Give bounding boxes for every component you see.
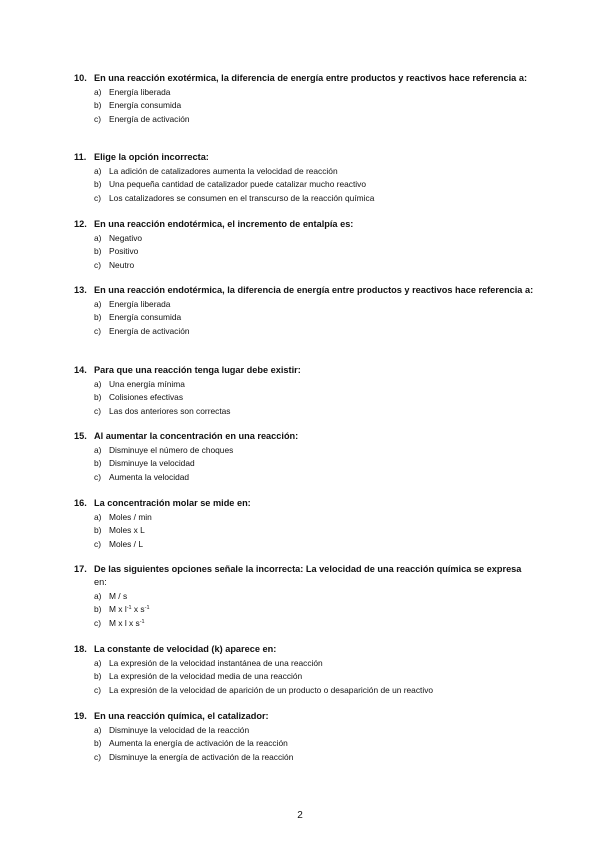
option: [94, 405, 534, 418]
option-text: Moles / min: [109, 512, 152, 522]
option: [94, 259, 534, 272]
question-title: [74, 563, 534, 589]
question-title: [74, 284, 534, 297]
option-label: a): [94, 233, 102, 243]
option: [94, 751, 534, 764]
question-text: Al aumentar la concentración en una reacción:: [94, 431, 299, 441]
question-text: Elige la opción incorrecta:: [94, 152, 209, 162]
option: [94, 457, 534, 470]
option: [94, 471, 534, 484]
option-text: Energía liberada: [109, 299, 171, 309]
option: [94, 192, 534, 205]
option-label: b): [94, 246, 102, 257]
option-label: b): [94, 604, 102, 615]
option: [94, 325, 534, 338]
question-number: 11.: [74, 152, 87, 162]
option-label: c): [94, 617, 101, 628]
option-text: Colisiones efectivas: [109, 392, 184, 403]
option-label: b): [94, 458, 102, 469]
option-text: Disminuye el número de choques: [109, 445, 234, 455]
option-label: a): [94, 512, 102, 522]
option-label: a): [94, 379, 102, 389]
option: [94, 524, 534, 537]
option-label: c): [94, 325, 101, 336]
option-label: a): [94, 299, 102, 309]
question-title: [74, 710, 534, 723]
option-text: Disminuye la velocidad de la reacción: [109, 725, 250, 735]
option-label: c): [94, 113, 101, 124]
question-text: La constante de velocidad (k) aparece en:: [94, 644, 277, 654]
unit-base: x s: [131, 604, 145, 615]
option-text: Aumenta la velocidad: [109, 471, 190, 482]
option-label: c): [94, 471, 101, 482]
option-label: b): [94, 312, 102, 323]
question-number: 13.: [74, 285, 87, 295]
page-number: 2: [297, 810, 303, 821]
option-text: Los catalizadores se consumen en el transcurso de la reacción química: [109, 192, 375, 203]
question-text: En una reacción endotérmica, el incremento de entalpía es:: [94, 219, 354, 229]
option: [94, 378, 534, 391]
question-text: En una reacción exotérmica, la diferencia de energía entre productos y reactivos hace referencia a:: [94, 73, 528, 83]
option: [94, 298, 534, 311]
option-text: Negativo: [109, 233, 143, 243]
option: [94, 178, 534, 191]
question-title: [74, 643, 534, 656]
question-number: 16.: [74, 498, 87, 508]
question-text: Para que una reacción tenga lugar debe existir:: [94, 365, 301, 375]
option: [94, 245, 534, 258]
question-12: [74, 218, 534, 272]
option: [94, 603, 534, 616]
option: [94, 165, 534, 178]
question-number: 12.: [74, 219, 87, 229]
option-text: Aumenta la energía de activación de la reacción: [109, 738, 288, 749]
option-text: Energía consumida: [109, 312, 182, 323]
option-label: c): [94, 538, 101, 549]
question-15: [74, 430, 534, 484]
option-text: La expresión de la velocidad media de una reacción: [109, 671, 303, 682]
option-label: a): [94, 658, 102, 668]
question-16: [74, 497, 534, 551]
option-label: a): [94, 87, 102, 97]
option-text: La expresión de la velocidad instantánea de una reacción: [109, 658, 323, 668]
question-number: 19.: [74, 711, 87, 721]
question-text: En una reacción endotérmica, la diferencia de energía entre productos y reactivos hace referencia a:: [94, 285, 534, 295]
question-11: [74, 151, 534, 205]
question-19: [74, 710, 534, 764]
option-text: Una pequeña cantidad de catalizador puede catalizar mucho reactivo: [109, 179, 366, 190]
option: [94, 657, 534, 670]
question-title: [74, 218, 534, 231]
question-text: En una reacción química, el catalizador:: [94, 711, 269, 721]
question-text: De las siguientes opciones señale la incorrecta: La velocidad de una reacción química se expresa: [94, 564, 522, 574]
option-text: La expresión de la velocidad de aparición de un producto o desaparición de un reactivo: [109, 684, 434, 695]
option-label: b): [94, 392, 102, 403]
option: [94, 444, 534, 457]
option-label: b): [94, 100, 102, 111]
question-number: 15.: [74, 431, 87, 441]
option-text: Neutro: [109, 259, 135, 270]
option-label: c): [94, 684, 101, 695]
option: [94, 737, 534, 750]
option-text: Positivo: [109, 246, 139, 257]
question-number: 18.: [74, 644, 87, 654]
question-title: [74, 430, 534, 443]
option-text: Disminuye la velocidad: [109, 458, 195, 469]
option: [94, 311, 534, 324]
option: [94, 391, 534, 404]
option-text: La adición de catalizadores aumenta la velocidad de reacción: [109, 166, 338, 176]
unit-exponent: -1: [139, 618, 145, 625]
option-label: b): [94, 179, 102, 190]
option: [94, 99, 534, 112]
question-title: [74, 151, 534, 164]
option: [94, 684, 534, 697]
question-10: [74, 72, 534, 126]
option: [94, 86, 534, 99]
option-label: c): [94, 192, 101, 203]
option-text: Energía liberada: [109, 87, 171, 97]
option: [94, 538, 534, 551]
question-title: [74, 72, 534, 85]
option-text: M / s: [109, 591, 128, 601]
option-label: c): [94, 751, 101, 762]
question-17: [74, 563, 534, 630]
option: [94, 232, 534, 245]
question-text: La concentración molar se mide en:: [94, 498, 251, 508]
option-label: c): [94, 405, 101, 416]
question-14: [74, 364, 534, 418]
unit-exponent: -1: [144, 605, 150, 612]
option-text: Energía de activación: [109, 113, 190, 124]
unit-base: M x l: [109, 604, 127, 615]
option: [94, 113, 534, 126]
option: [94, 590, 534, 603]
question-13: [74, 284, 534, 338]
question-title: [74, 497, 534, 510]
option-text: Disminuye la energía de activación de la reacción: [109, 751, 294, 762]
option-text: Las dos anteriores son correctas: [109, 405, 231, 416]
option-label: b): [94, 671, 102, 682]
question-number: 10.: [74, 73, 87, 83]
option-text: Energía consumida: [109, 100, 182, 111]
question-text-tail: en:: [94, 577, 107, 587]
unit-exponent: -1: [126, 605, 132, 612]
option-label: a): [94, 445, 102, 455]
option-text: Moles x L: [109, 525, 145, 536]
unit-base: M x l x s: [109, 617, 140, 628]
option-label: a): [94, 166, 102, 176]
question-number: 14.: [74, 365, 87, 375]
option-text: Una energía mínima: [109, 379, 185, 389]
option-label: b): [94, 525, 102, 536]
option: [94, 724, 534, 737]
option-label: c): [94, 259, 101, 270]
question-18: [74, 643, 534, 697]
question-title: [74, 364, 534, 377]
option: [94, 670, 534, 683]
question-number: 17.: [74, 564, 87, 574]
option-text: Energía de activación: [109, 325, 190, 336]
option-label: b): [94, 738, 102, 749]
option-text: Moles / L: [109, 538, 143, 549]
option: [94, 617, 534, 630]
option-label: a): [94, 725, 102, 735]
option-label: a): [94, 591, 102, 601]
option: [94, 511, 534, 524]
